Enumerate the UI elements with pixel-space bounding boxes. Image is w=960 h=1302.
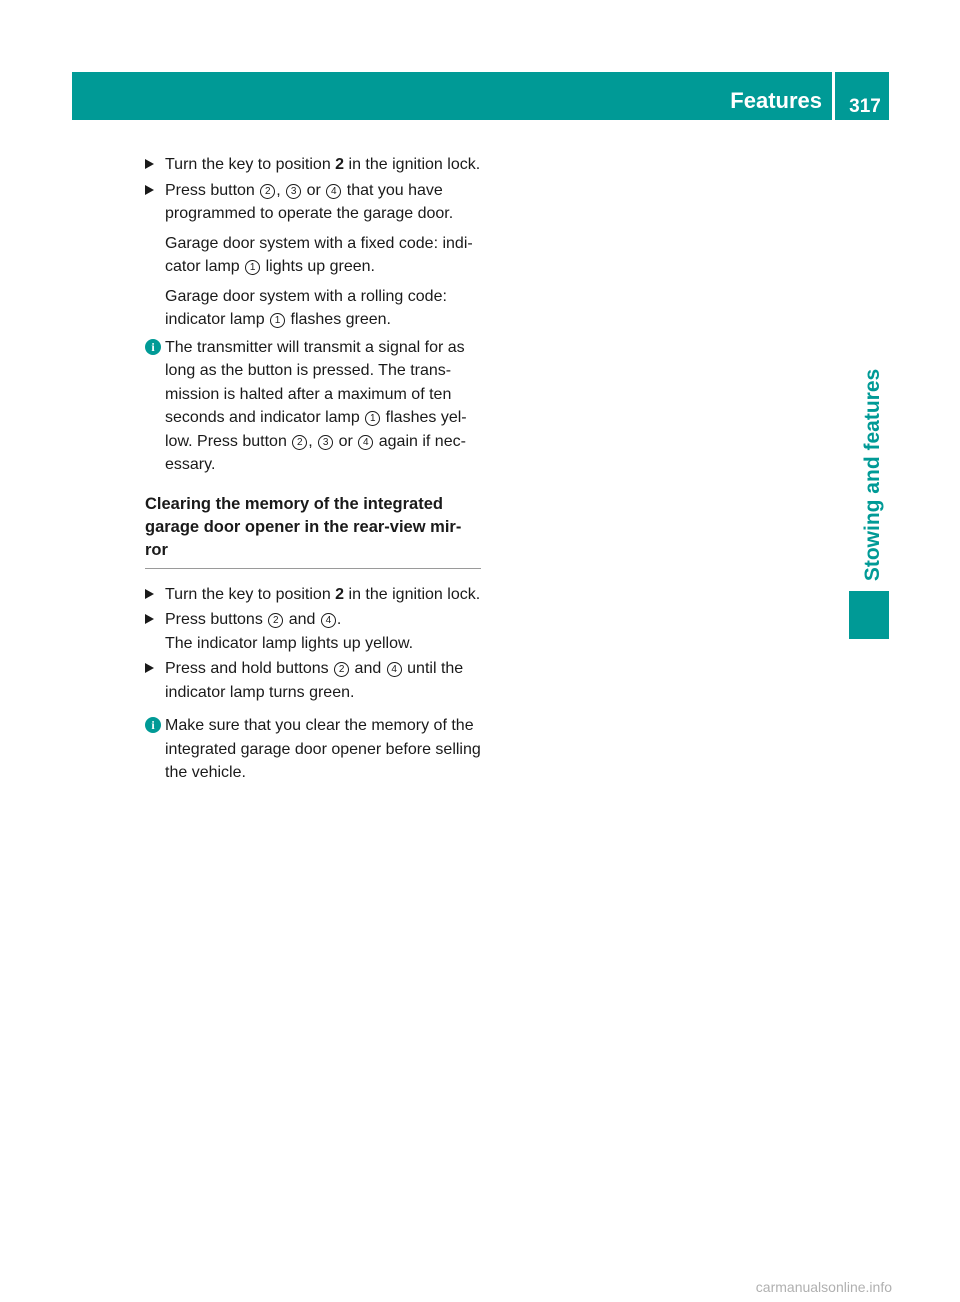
step-arrow-icon [145,185,154,195]
side-tab-block [849,591,889,639]
info-icon: i [145,339,161,355]
button-number-icon: 2 [260,184,275,199]
section-heading: Clearing the memory of the integrated garage door opener in the rear-view mir-ror [145,493,481,569]
side-tab [857,355,889,595]
instruction-step: Press and hold buttons 2 and 4 until the indicator lamp turns green. [145,657,481,704]
watermark: carmanualsonline.info [755,1279,892,1295]
button-number-icon: 4 [326,184,341,199]
button-number-icon: 2 [334,662,349,677]
instruction-step: Press buttons 2 and 4 . The indicator lamp lights up yellow. [145,608,481,655]
step-arrow-icon [145,663,154,673]
info-icon: i [145,717,161,733]
step-arrow-icon [145,589,154,599]
instruction-step: Turn the key to position 2 in the ignition lock. [145,153,481,177]
info-note: i The transmitter will transmit a signal for as long as the button is pressed. The trans-mission is halted after a maximum of ten seconds and indicator lamp 1 flashes yel-low. Press button 2 , 3 or 4 again if nec-essary. [145,336,481,477]
side-tab-label: Stowing and features [861,368,884,582]
button-number-icon: 4 [358,435,373,450]
clear-memory-section [145,583,481,785]
step-arrow-icon [145,614,154,624]
button-number-icon: 3 [286,184,301,199]
indicator-number-icon: 1 [245,260,260,275]
page-number: 317 [849,96,881,117]
section-title: Features [730,88,822,113]
button-number-icon: 2 [292,435,307,450]
instruction-step: Press button 2 , 3 or 4 that you have programmed to operate the garage door. Garage door system with a fixed code: indi-cator lamp 1 lights up green. Garage door system with a rolling code: indicator lamp 1 flashes green. [145,179,481,332]
info-note: i Make sure that you clear the memory of the integrated garage door opener before selling the vehicle. [145,714,481,785]
button-number-icon: 4 [321,613,336,628]
header-divider [832,72,835,120]
main-content [145,153,481,785]
indicator-number-icon: 1 [270,313,285,328]
button-number-icon: 2 [268,613,283,628]
button-number-icon: 4 [387,662,402,677]
instruction-step: Turn the key to position 2 in the ignition lock. [145,583,481,607]
indicator-number-icon: 1 [365,411,380,426]
step-arrow-icon [145,159,154,169]
button-number-icon: 3 [318,435,333,450]
